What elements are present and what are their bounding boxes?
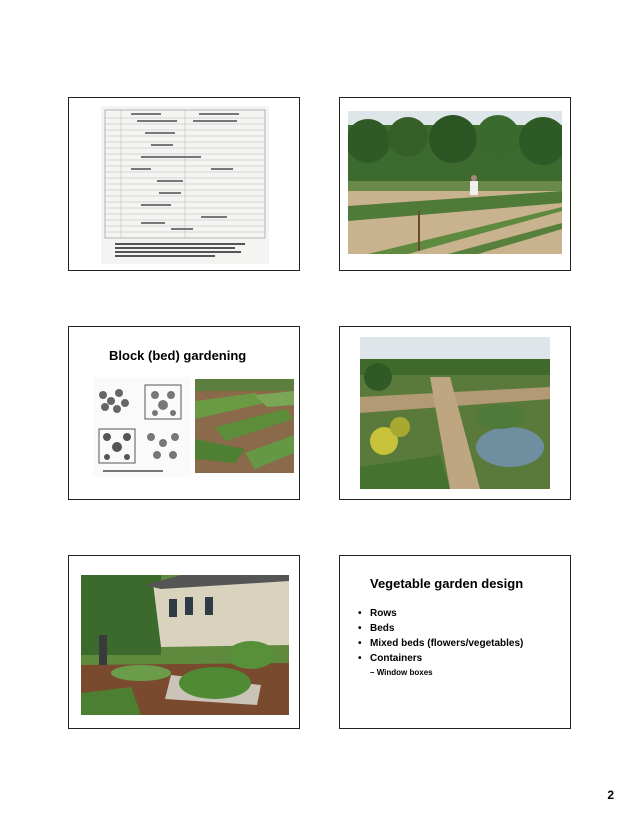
bullet-marker: • xyxy=(358,623,362,634)
bed-garden-photo xyxy=(195,379,294,473)
bed-layout-sketch xyxy=(93,377,191,477)
slide-title: Vegetable garden design xyxy=(370,576,524,591)
row-garden-photo xyxy=(348,111,562,254)
page-number: 2 xyxy=(607,788,614,802)
raised-bed-garden-photo xyxy=(81,575,289,715)
bullet-item xyxy=(358,651,523,666)
bullet-text: Containers xyxy=(370,653,423,664)
slide-row-garden-photo xyxy=(339,97,571,271)
slide-title: Block (bed) gardening xyxy=(109,348,247,363)
bullet-text: Beds xyxy=(370,623,395,634)
bullet-text: Mixed beds (flowers/vegetables) xyxy=(370,638,524,649)
formal-bed-garden-photo xyxy=(360,337,550,489)
bullet-item xyxy=(358,636,523,651)
bullet-item xyxy=(358,621,523,636)
slide-vegetable-garden-design xyxy=(339,555,571,729)
sub-bullet-text: Window boxes xyxy=(376,668,433,677)
slide-bed-garden-photo xyxy=(339,326,571,500)
bullet-marker: • xyxy=(358,653,362,664)
slide-garden-plan xyxy=(68,97,300,271)
slide-block-gardening xyxy=(68,326,300,500)
bullet-marker: • xyxy=(358,638,362,649)
bullet-list xyxy=(358,606,523,679)
bullet-text: Rows xyxy=(370,608,397,619)
slide-raised-bed-photo xyxy=(68,555,300,729)
sub-bullet-item xyxy=(358,666,523,679)
bullet-marker: • xyxy=(358,608,362,619)
sub-bullet-marker: – xyxy=(370,668,375,677)
garden-plan-figure xyxy=(101,106,269,264)
bullet-item xyxy=(358,606,523,621)
